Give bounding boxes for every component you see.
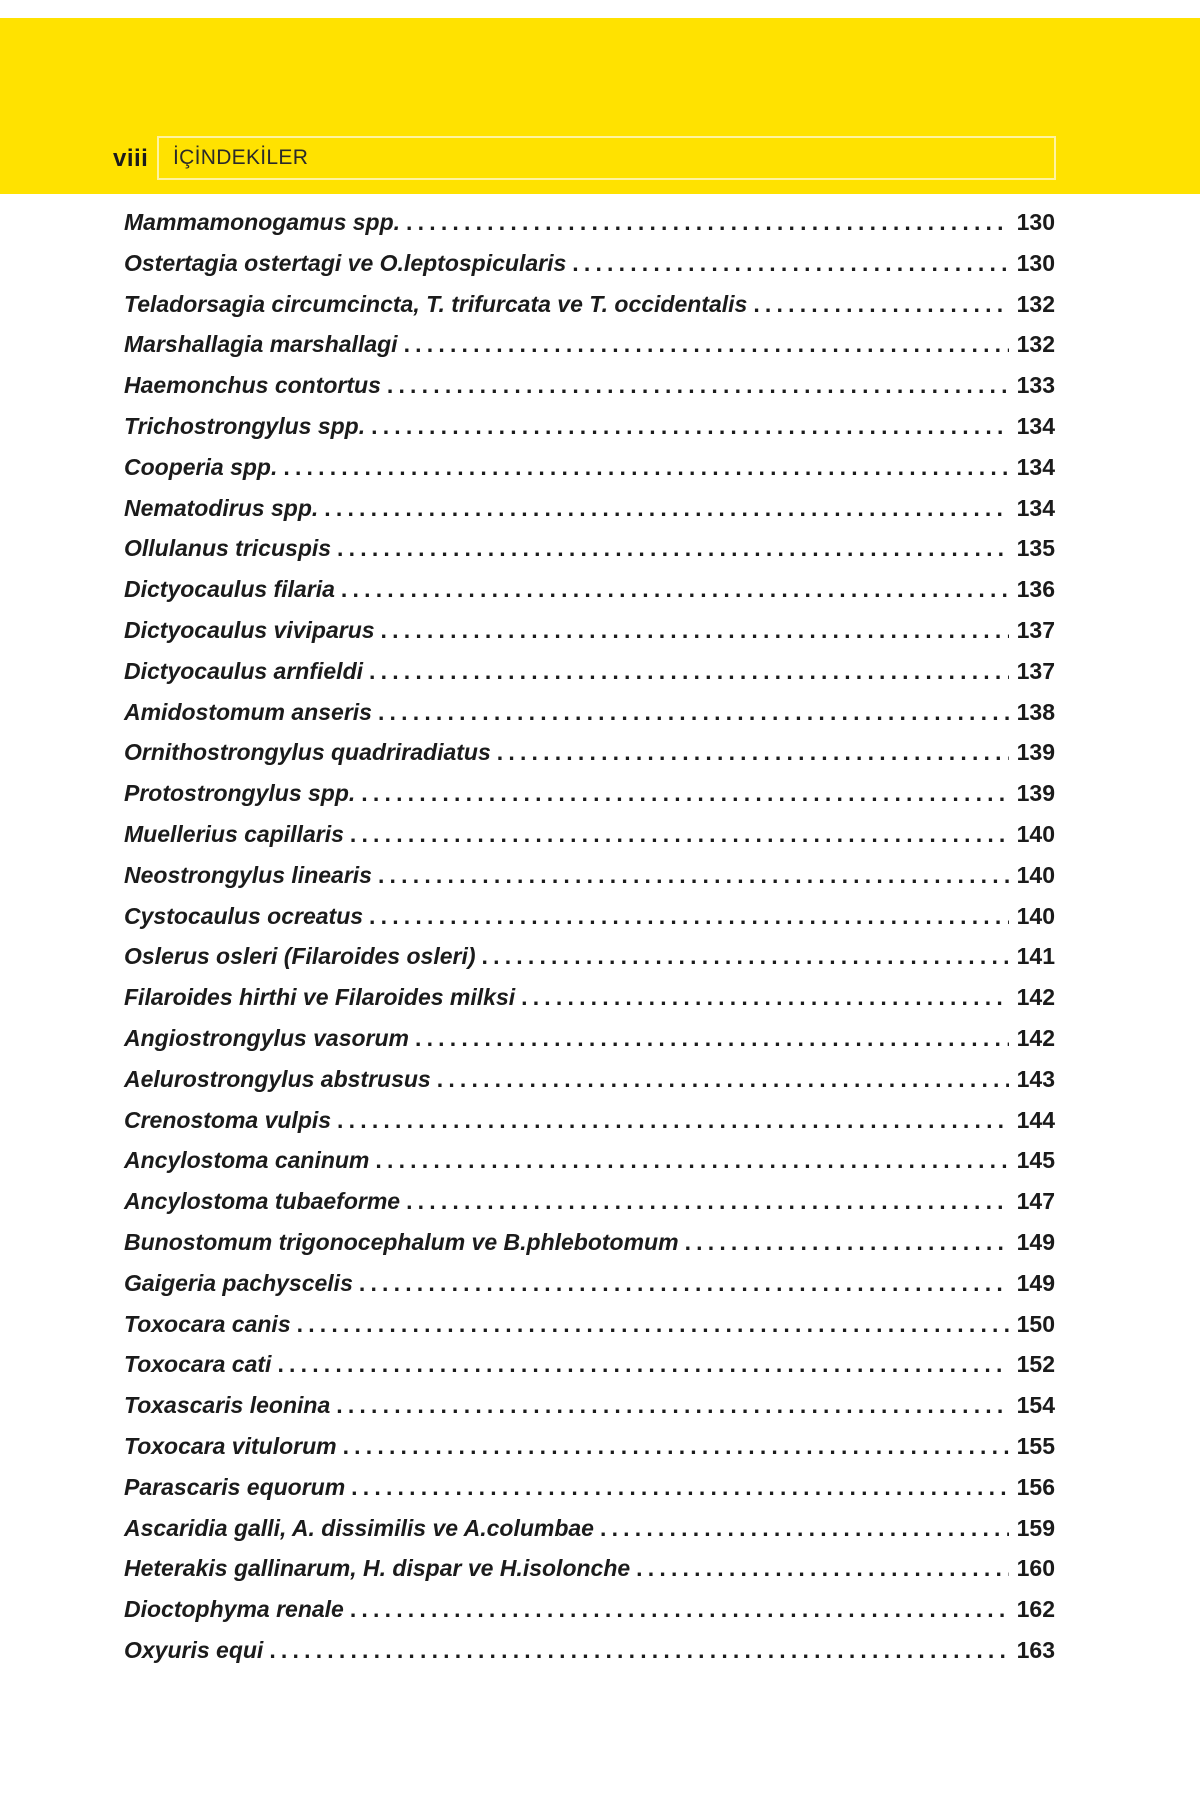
toc-entry-title: Ollulanus tricuspis (124, 535, 332, 562)
toc-entry-title: Trichostrongylus spp. (124, 412, 366, 439)
toc-entry[interactable] (124, 1344, 1055, 1385)
toc-entry[interactable] (124, 1385, 1055, 1426)
toc-entry[interactable] (124, 1263, 1055, 1304)
toc-entry-title: Ascaridia galli, A. dissimilis ve A.columbae (124, 1514, 594, 1541)
dot-leader (277, 1344, 1009, 1385)
toc-entry[interactable] (124, 692, 1055, 733)
toc-entry-page-number: 154 (1016, 1392, 1055, 1419)
table-of-contents (124, 202, 1055, 1671)
toc-entry[interactable] (124, 610, 1055, 651)
dot-leader (685, 1222, 1009, 1263)
toc-entry-title: Oslerus osleri (Filaroides osleri) (124, 943, 476, 970)
toc-entry[interactable] (124, 202, 1055, 243)
dot-leader (406, 202, 1009, 243)
dot-leader (297, 1304, 1009, 1345)
toc-entry-page-number: 133 (1016, 372, 1055, 399)
toc-entry[interactable] (124, 1589, 1055, 1630)
toc-entry-title: Dioctophyma renale (124, 1596, 344, 1623)
toc-entry[interactable] (124, 528, 1055, 569)
toc-entry-title: Dictyocaulus viviparus (124, 616, 375, 643)
toc-entry-title: Dictyocaulus filaria (124, 576, 335, 603)
toc-entry-page-number: 140 (1016, 902, 1055, 929)
dot-leader (283, 447, 1009, 488)
toc-entry[interactable] (124, 1059, 1055, 1100)
toc-entry-title: Muellerius capillaris (124, 820, 344, 847)
toc-entry-page-number: 159 (1016, 1514, 1055, 1541)
dot-leader (337, 528, 1009, 569)
toc-entry[interactable] (124, 977, 1055, 1018)
toc-entry-page-number: 134 (1016, 494, 1055, 521)
toc-entry-title: Cooperia spp. (124, 453, 278, 480)
toc-entry[interactable] (124, 1140, 1055, 1181)
toc-entry[interactable] (124, 1467, 1055, 1508)
toc-entry[interactable] (124, 243, 1055, 284)
toc-entry[interactable] (124, 488, 1055, 529)
toc-entry[interactable] (124, 855, 1055, 896)
toc-entry-page-number: 134 (1016, 412, 1055, 439)
toc-entry-title: Aelurostrongylus abstrusus (124, 1065, 431, 1092)
toc-entry-title: Bunostomum trigonocephalum ve B.phlebotomum (124, 1228, 679, 1255)
toc-entry[interactable] (124, 936, 1055, 977)
toc-entry-page-number: 160 (1016, 1555, 1055, 1582)
dot-leader (753, 284, 1009, 325)
dot-leader (359, 1263, 1009, 1304)
dot-leader (404, 324, 1009, 365)
toc-entry[interactable] (124, 1100, 1055, 1141)
toc-entry-page-number: 132 (1016, 331, 1055, 358)
toc-entry-title: Heterakis gallinarum, H. dispar ve H.isolonche (124, 1555, 631, 1582)
dot-leader (269, 1630, 1009, 1671)
toc-entry-page-number: 137 (1016, 657, 1055, 684)
toc-entry[interactable] (124, 324, 1055, 365)
toc-entry-page-number: 136 (1016, 576, 1055, 603)
dot-leader (336, 1385, 1009, 1426)
toc-entry-title: Neostrongylus linearis (124, 861, 372, 888)
toc-entry-page-number: 138 (1016, 698, 1055, 725)
toc-entry[interactable] (124, 569, 1055, 610)
toc-entry[interactable] (124, 1304, 1055, 1345)
toc-entry-title: Mammamonogamus spp. (124, 209, 401, 235)
toc-entry-page-number: 156 (1016, 1473, 1055, 1500)
toc-entry-page-number: 130 (1016, 249, 1055, 276)
toc-entry[interactable] (124, 1181, 1055, 1222)
toc-entry-page-number: 149 (1016, 1269, 1055, 1296)
toc-entry-title: Marshallagia marshallagi (124, 331, 398, 358)
toc-entry-title: Dictyocaulus arnfieldi (124, 657, 364, 684)
toc-entry[interactable] (124, 1548, 1055, 1589)
toc-entry[interactable] (124, 1426, 1055, 1467)
section-title: İÇİNDEKİLER (173, 146, 309, 169)
toc-entry-page-number: 150 (1016, 1310, 1055, 1337)
toc-entry-title: Toxocara canis (124, 1310, 291, 1337)
dot-leader (600, 1508, 1009, 1549)
toc-entry-title: Ostertagia ostertagi ve O.leptospicularis (124, 249, 567, 276)
toc-entry[interactable] (124, 447, 1055, 488)
toc-entry[interactable] (124, 1630, 1055, 1671)
toc-entry-title: Toxascaris leonina (124, 1392, 331, 1419)
toc-entry[interactable] (124, 284, 1055, 325)
toc-entry-page-number: 139 (1016, 780, 1055, 807)
toc-entry[interactable] (124, 651, 1055, 692)
toc-entry[interactable] (124, 1222, 1055, 1263)
toc-entry-page-number: 139 (1016, 739, 1055, 766)
toc-entry-page-number: 142 (1016, 984, 1055, 1011)
dot-leader (361, 773, 1009, 814)
toc-entry-page-number: 140 (1016, 820, 1055, 847)
dot-leader (351, 1467, 1009, 1508)
toc-entry-page-number: 163 (1016, 1636, 1055, 1663)
toc-entry-page-number: 145 (1016, 1147, 1055, 1174)
dot-leader (636, 1548, 1009, 1589)
toc-entry-page-number: 135 (1016, 535, 1055, 562)
dot-leader (415, 1018, 1009, 1059)
toc-entry[interactable] (124, 896, 1055, 937)
toc-entry-title: Gaigeria pachyscelis (124, 1269, 353, 1296)
dot-leader (378, 855, 1009, 896)
toc-entry-title: Haemonchus contortus (124, 372, 381, 399)
dot-leader (378, 692, 1009, 733)
dot-leader (572, 243, 1009, 284)
dot-leader (371, 406, 1009, 447)
toc-entry[interactable] (124, 365, 1055, 406)
dot-leader (350, 814, 1009, 855)
toc-entry-title: Ancylostoma caninum (124, 1147, 370, 1174)
section-title-box (157, 136, 1056, 180)
toc-entry-page-number: 143 (1016, 1065, 1055, 1092)
toc-entry[interactable] (124, 1508, 1055, 1549)
toc-entry-page-number: 142 (1016, 1024, 1055, 1051)
toc-entry-title: Filaroides hirthi ve Filaroides milksi (124, 984, 516, 1011)
dot-leader (375, 1140, 1009, 1181)
dot-leader (343, 1426, 1009, 1467)
toc-entry-title: Nematodirus spp. (124, 494, 319, 521)
dot-leader (497, 732, 1009, 773)
toc-entry-page-number: 155 (1016, 1432, 1055, 1459)
toc-entry-page-number: 137 (1016, 616, 1055, 643)
toc-entry[interactable] (124, 406, 1055, 447)
toc-entry-page-number: 144 (1016, 1106, 1055, 1133)
toc-entry-page-number: 134 (1016, 453, 1055, 480)
toc-entry-title: Amidostomum anseris (124, 698, 372, 725)
toc-entry-title: Ancylostoma tubaeforme (124, 1188, 401, 1215)
toc-entry-page-number: 141 (1016, 943, 1055, 970)
toc-entry-page-number: 152 (1016, 1351, 1055, 1378)
toc-entry-title: Ornithostrongylus quadriradiatus (124, 739, 491, 766)
toc-entry-page-number: 162 (1016, 1596, 1055, 1623)
dot-leader (369, 896, 1009, 937)
toc-entry-title: Toxocara cati (124, 1351, 272, 1378)
toc-entry-page-number: 147 (1016, 1188, 1055, 1215)
dot-leader (387, 365, 1009, 406)
toc-entry-title: Cystocaulus ocreatus (124, 902, 364, 929)
toc-entry[interactable] (124, 1018, 1055, 1059)
dot-leader (437, 1059, 1009, 1100)
toc-entry-title: Oxyuris equi (124, 1636, 264, 1663)
dot-leader (324, 488, 1009, 529)
toc-entry-page-number: 132 (1016, 290, 1055, 317)
toc-entry-page-number: 149 (1016, 1228, 1055, 1255)
toc-entry-title: Teladorsagia circumcincta, T. trifurcata ve T. occidentalis (124, 290, 748, 317)
toc-entry-title: Parascaris equorum (124, 1473, 346, 1500)
dot-leader (406, 1181, 1009, 1222)
page-number: viii (113, 145, 149, 172)
toc-entry-title: Protostrongylus spp. (124, 780, 356, 807)
toc-entry[interactable] (124, 773, 1055, 814)
dot-leader (381, 610, 1009, 651)
dot-leader (521, 977, 1009, 1018)
dot-leader (350, 1589, 1009, 1630)
dot-leader (482, 936, 1009, 977)
toc-entry-title: Angiostrongylus vasorum (124, 1024, 409, 1051)
dot-leader (369, 651, 1009, 692)
toc-entry[interactable] (124, 732, 1055, 773)
toc-entry-title: Toxocara vitulorum (124, 1432, 337, 1459)
toc-entry[interactable] (124, 814, 1055, 855)
toc-entry-page-number: 130 (1016, 209, 1055, 235)
toc-entry-page-number: 140 (1016, 861, 1055, 888)
dot-leader (341, 569, 1009, 610)
dot-leader (337, 1100, 1009, 1141)
toc-entry-title: Crenostoma vulpis (124, 1106, 332, 1133)
